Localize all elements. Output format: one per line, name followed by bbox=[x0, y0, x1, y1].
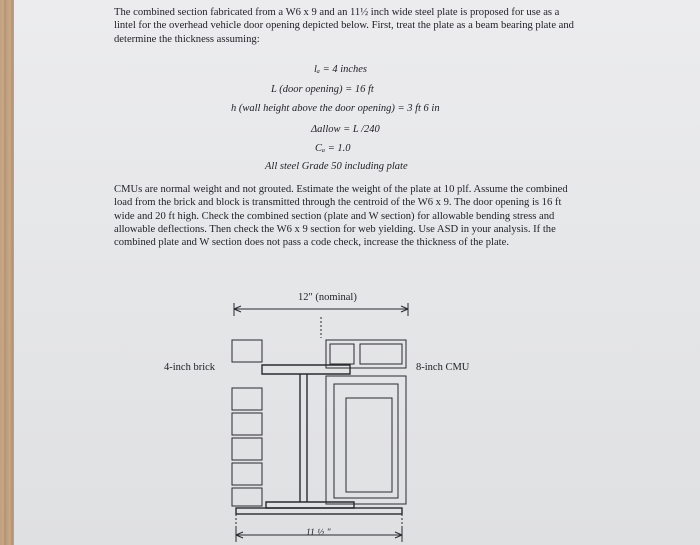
bottom-dimension-label: 11 ½ " bbox=[306, 528, 331, 538]
given-allowable-deflection: Δallow = L /240 bbox=[311, 124, 380, 135]
top-flange bbox=[262, 365, 350, 374]
problem-paragraph-1: The combined section fabricated from a W6 x 9 and an 11½ inch wide steel plate is proposed for use as a lintel for the overhead vehicle door opening depicted below. First, treat the plate as a beam bearing plate and determine the thickness assuming: bbox=[114, 7, 574, 45]
given-bearing-length: lₐ = 4 inches bbox=[314, 64, 368, 75]
brick-wythe bbox=[232, 340, 262, 506]
given-door-opening: L (door opening) = 16 ft bbox=[271, 84, 374, 95]
steel-plate bbox=[236, 508, 402, 514]
brick-label: 4-inch brick bbox=[164, 362, 216, 373]
given-steel-grade: All steel Grade 50 including plate bbox=[265, 161, 408, 172]
problem-paragraph-2: CMUs are normal weight and not grouted. Estimate the weight of the plate at 10 plf. Assume the combined load from the brick and block is transmitted through the centroid of the W6 x 9. The door opening is 16 ft wide and 20 ft high. Check the combined section (plate and W section) for allowable bending stress and allowable deflections. Then check the W6 x 9 section for web yielding. Use ASD in your analysis. If the combined plate and W section does not pass a code check, increase the thickness of the plate. bbox=[114, 184, 568, 249]
top-dimension-label: 12" (nominal) bbox=[298, 292, 357, 303]
web bbox=[300, 374, 307, 502]
bottom-flange bbox=[266, 502, 354, 508]
w6x9-section bbox=[262, 365, 354, 508]
given-wall-height: h (wall height above the door opening) = 3 ft 6 in bbox=[231, 103, 440, 114]
cmu-label: 8-inch CMU bbox=[416, 362, 470, 373]
given-cb: Cₐ = 1.0 bbox=[315, 143, 351, 154]
